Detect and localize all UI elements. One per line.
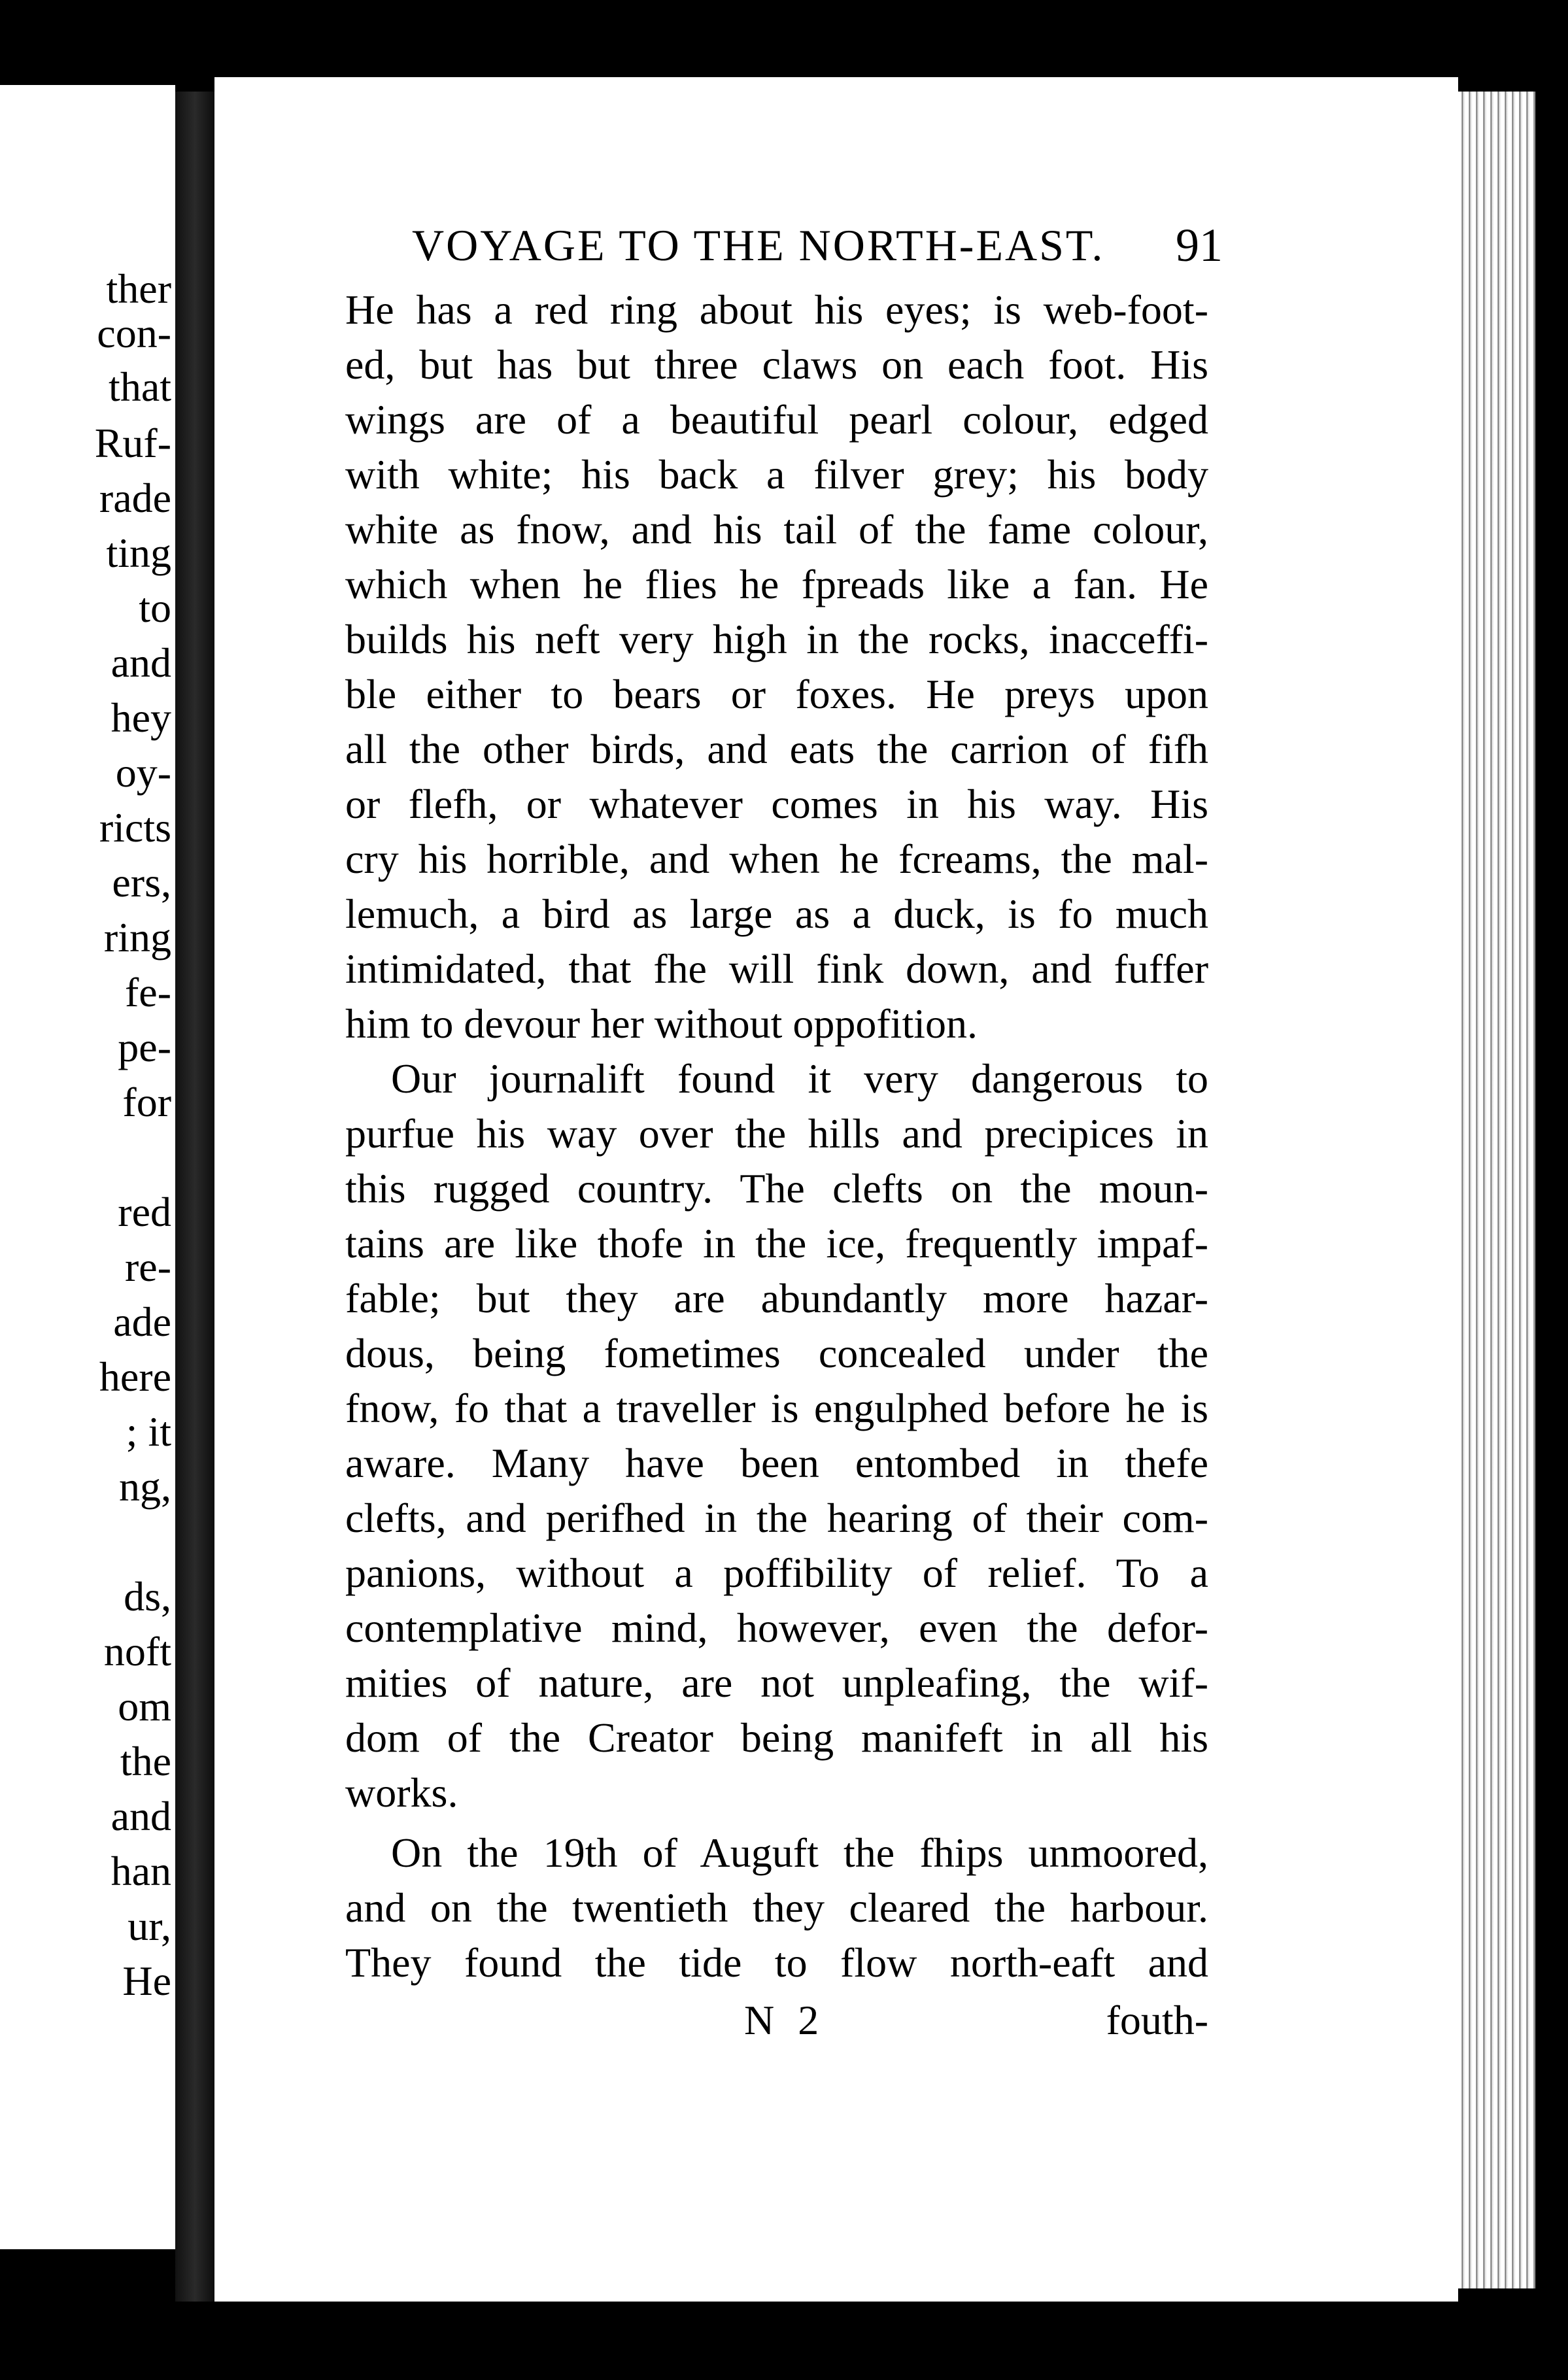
text-line: ble either to bears or foxes. He preys upon bbox=[345, 671, 1208, 717]
text-line: cry his horrible, and when he fcreams, the mal- bbox=[345, 836, 1208, 882]
text-line: fnow, fo that a traveller is engulphed before he is bbox=[345, 1385, 1208, 1431]
page-footer bbox=[345, 1993, 1208, 2048]
text-line: panions, without a poffibility of relief. To a bbox=[345, 1550, 1208, 1596]
previous-page-line: ring bbox=[103, 914, 171, 960]
text-line: ed, but has but three claws on each foot. His bbox=[345, 341, 1208, 388]
catchword: fouth- bbox=[1106, 1997, 1208, 2043]
previous-page-line: red bbox=[118, 1189, 171, 1235]
previous-page-line: to bbox=[139, 585, 171, 631]
previous-page-line: oy- bbox=[115, 749, 171, 796]
running-title: VOYAGE TO THE NORTH-EAST. bbox=[412, 220, 1105, 270]
previous-page-line: and bbox=[111, 1793, 171, 1839]
text-line: wings are of a beautiful pearl colour, edged bbox=[345, 396, 1208, 443]
previous-page-line: con- bbox=[97, 310, 171, 356]
previous-page-line: that bbox=[109, 364, 171, 410]
previous-page-line: and bbox=[111, 639, 171, 686]
previous-page-line: ade bbox=[113, 1299, 171, 1345]
text-line: dous, being fometimes concealed under the bbox=[345, 1330, 1208, 1376]
previous-page-line: here bbox=[99, 1353, 171, 1400]
text-line: mities of nature, are not unpleafing, the wif- bbox=[345, 1659, 1208, 1706]
text-line: purfue his way over the hills and precipices in bbox=[345, 1110, 1208, 1157]
text-line: They found the tide to flow north-eaft and bbox=[345, 1939, 1208, 1986]
text-line: which when he flies he fpreads like a fan. He bbox=[345, 561, 1208, 607]
running-head bbox=[412, 216, 1223, 275]
text-line: dom of the Creator being manifeft in all his bbox=[345, 1714, 1208, 1761]
previous-page-line: om bbox=[118, 1683, 171, 1729]
text-line: white as fnow, and his tail of the fame colour, bbox=[345, 506, 1208, 552]
previous-page-line: ther bbox=[106, 265, 171, 312]
previous-page-line: ; it bbox=[126, 1408, 171, 1455]
text-line: lemuch, a bird as large as a duck, is fo much bbox=[345, 891, 1208, 937]
text-line: fable; but they are abundantly more hazar- bbox=[345, 1275, 1208, 1321]
signature-mark: N 2 bbox=[744, 1997, 826, 2043]
text-line: this rugged country. The clefts on the moun- bbox=[345, 1165, 1208, 1212]
previous-page-line: ur, bbox=[128, 1903, 171, 1949]
previous-page-line: noft bbox=[103, 1628, 171, 1674]
previous-page-line: Ruf- bbox=[94, 420, 171, 466]
previous-page-line: the bbox=[120, 1738, 171, 1784]
previous-page-line: ricts bbox=[99, 804, 171, 851]
previous-page-line: He bbox=[122, 1958, 171, 2004]
previous-page-line: ers, bbox=[112, 859, 171, 906]
text-line: He has a red ring about his eyes; is web-foot- bbox=[345, 286, 1208, 333]
text-line: with white; his back a filver grey; his body bbox=[345, 451, 1208, 498]
page-number: 91 bbox=[1176, 219, 1223, 271]
book-gutter bbox=[175, 92, 214, 2302]
previous-page-fragment bbox=[0, 85, 175, 2249]
text-line: contemplative mind, however, even the defor- bbox=[345, 1605, 1208, 1651]
previous-page-line: hey bbox=[111, 694, 171, 741]
text-line: and on the twentieth they cleared the harbour. bbox=[345, 1884, 1208, 1931]
previous-page-line: fe- bbox=[124, 969, 171, 1015]
text-line: him to devour her without oppofition. bbox=[345, 1000, 978, 1047]
previous-page-line: for bbox=[122, 1079, 171, 1125]
text-line: or flefh, or whatever comes in his way. His bbox=[345, 781, 1208, 827]
text-line: all the other birds, and eats the carrion of fifh bbox=[345, 726, 1208, 772]
text-line: clefts, and perifhed in the hearing of their com- bbox=[345, 1495, 1208, 1541]
text-line: aware. Many have been entombed in thefe bbox=[345, 1440, 1208, 1486]
previous-page-line: han bbox=[111, 1848, 171, 1894]
previous-page-line: ng, bbox=[119, 1463, 171, 1510]
previous-page-line: ds, bbox=[124, 1573, 171, 1620]
text-line: On the 19th of Auguft the fhips unmoored, bbox=[391, 1829, 1208, 1876]
text-line: tains are like thofe in the ice, frequently impaf- bbox=[345, 1220, 1208, 1266]
text-line: works. bbox=[345, 1769, 458, 1816]
previous-page-line: re- bbox=[124, 1244, 171, 1290]
previous-page-line: pe- bbox=[118, 1024, 171, 1070]
page-edges bbox=[1458, 92, 1535, 2288]
text-line: Our journalift found it very dangerous to bbox=[391, 1055, 1208, 1102]
text-line: builds his neft very high in the rocks, inacceffi- bbox=[345, 616, 1208, 662]
previous-page-line: rade bbox=[99, 475, 171, 521]
previous-page-line: ting bbox=[106, 530, 171, 576]
text-line: intimidated, that fhe will fink down, and fuffer bbox=[345, 945, 1208, 992]
